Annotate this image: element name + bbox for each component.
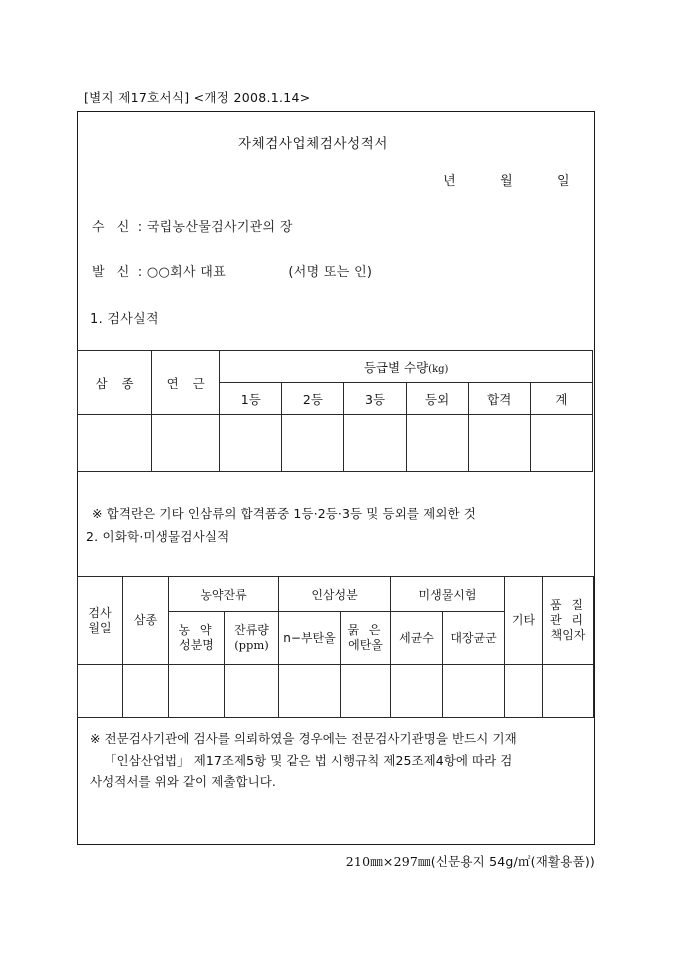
date-year-label: 년 (443, 174, 457, 189)
header-qc-manager-line1: 품 질 (550, 598, 586, 612)
header-pesticide-group: 농약잔류 (169, 577, 279, 612)
header-etc: 기타 (505, 577, 543, 665)
sender-label: 발 신 (92, 265, 134, 280)
paper-specification (0, 852, 595, 870)
header-inspection-date (78, 577, 123, 665)
cell-bacteria-count[interactable] (391, 665, 443, 718)
header-grade-1: 1등 (220, 383, 282, 415)
section-2-note-line3: 사성적서를 위와 같이 제출합니다. (90, 774, 276, 789)
cell-grade-1[interactable] (220, 415, 282, 472)
header-ethanol-line2: 에탄올 (348, 638, 383, 652)
cell-etc[interactable] (505, 665, 543, 718)
header-grade-2: 2등 (282, 383, 344, 415)
lab-microbe-results-table (77, 576, 594, 718)
form-frame (77, 111, 595, 845)
header-inspection-date-line2: 월일 (88, 620, 112, 635)
header-qc-manager (543, 577, 594, 665)
cell-grade-3[interactable] (344, 415, 406, 472)
header-ethanol-line1: 묽 은 (347, 623, 384, 637)
cell-butanol[interactable] (279, 665, 341, 718)
section-2-note (90, 728, 584, 793)
page-title: 자체검사업체검사성적서 (237, 136, 389, 152)
cell-coliform[interactable] (443, 665, 505, 718)
date-line (443, 170, 570, 189)
date-day-label: 일 (557, 174, 570, 189)
section-2-note-line1: ※ 전문검사기관에 검사를 의뢰하였을 경우에는 전문검사기관명을 반드시 기재 (90, 731, 517, 746)
header-sam-jong: 삼 종 (78, 351, 152, 415)
sender-value: ○○회사 대표 (146, 265, 226, 280)
header-residue-amount-line1: 잔류량 (234, 623, 269, 637)
header-microbe-group: 미생물시험 (391, 577, 505, 612)
recipient-separator: : (137, 220, 143, 235)
cell-yeon-geun[interactable] (152, 415, 220, 472)
paper-detail: (신문용지 54g/㎡(재활용품)) (430, 854, 595, 869)
section-2-note-line2: 「인삼산업법」 제17조제5항 및 같은 법 시행규칙 제25조제4항에 따라 검 (104, 752, 513, 768)
header-coliform: 대장균군 (443, 612, 505, 665)
cell-ethanol[interactable] (341, 665, 391, 718)
inspection-results-table-container (77, 350, 593, 472)
section-1-heading: 1. 검사실적 (90, 312, 159, 327)
header-pesticide-name-line2: 성분명 (179, 638, 214, 652)
header-grade-quantity-group (220, 351, 593, 383)
header-grade-pass: 합격 (468, 383, 530, 415)
recipient-value: 국립농산물검사기관의 장 (146, 220, 293, 235)
section-1-note: ※ 합격란은 기타 인삼류의 합격품중 1등·2등·3등 및 등외를 제외한 것 (92, 506, 476, 521)
cell-grade-2[interactable] (282, 415, 344, 472)
table-header-row (78, 577, 594, 612)
cell-inspection-date[interactable] (78, 665, 123, 718)
paper-size: 210㎜×297㎜ (345, 854, 431, 869)
form-reference-header: [별지 제17호서식] <개정 2008.1.14> (84, 90, 311, 105)
header-yeon-geun: 연 근 (152, 351, 220, 415)
header-qc-manager-line3: 책임자 (550, 628, 586, 642)
inspection-results-table (77, 350, 593, 472)
header-ethanol (341, 612, 391, 665)
header-grade-3: 3등 (344, 383, 406, 415)
signature-note: (서명 또는 인) (288, 265, 373, 280)
header-sam-jong: 삼종 (123, 577, 169, 665)
recipient-line (92, 216, 293, 235)
header-ginseng-group: 인삼성분 (279, 577, 391, 612)
header-grade-out: 등외 (406, 383, 468, 415)
cell-sam-jong[interactable] (123, 665, 169, 718)
table-row[interactable] (78, 415, 593, 472)
header-pesticide-name (169, 612, 225, 665)
cell-residue-amount[interactable] (225, 665, 279, 718)
lab-microbe-results-table-container (77, 576, 593, 718)
header-residue-amount-line2: (ppm) (234, 638, 269, 652)
table-header-row (78, 351, 593, 383)
cell-grade-total[interactable] (530, 415, 592, 472)
cell-sam-jong[interactable] (78, 415, 152, 472)
header-grade-quantity-unit: (kg) (428, 363, 449, 375)
table-row[interactable] (78, 665, 594, 718)
sender-separator: : (137, 265, 143, 280)
header-butanol: n−부탄올 (279, 612, 341, 665)
header-pesticide-name-line1: 농 약 (178, 623, 215, 637)
header-qc-manager-line2: 관 리 (550, 613, 586, 627)
cell-qc-manager[interactable] (543, 665, 594, 718)
recipient-label: 수 신 (92, 220, 134, 235)
header-grade-total: 계 (530, 383, 592, 415)
section-2-heading: 2. 이화학·미생물검사실적 (86, 529, 230, 544)
sender-line (92, 261, 372, 280)
header-grade-quantity-label: 등급별 수량 (363, 359, 429, 375)
header-inspection-date-line1: 검사 (88, 605, 112, 620)
cell-grade-pass[interactable] (468, 415, 530, 472)
header-residue-amount (225, 612, 279, 665)
date-month-label: 월 (500, 174, 514, 189)
header-bacteria-count: 세균수 (391, 612, 443, 665)
cell-pesticide-name[interactable] (169, 665, 225, 718)
cell-grade-out[interactable] (406, 415, 468, 472)
